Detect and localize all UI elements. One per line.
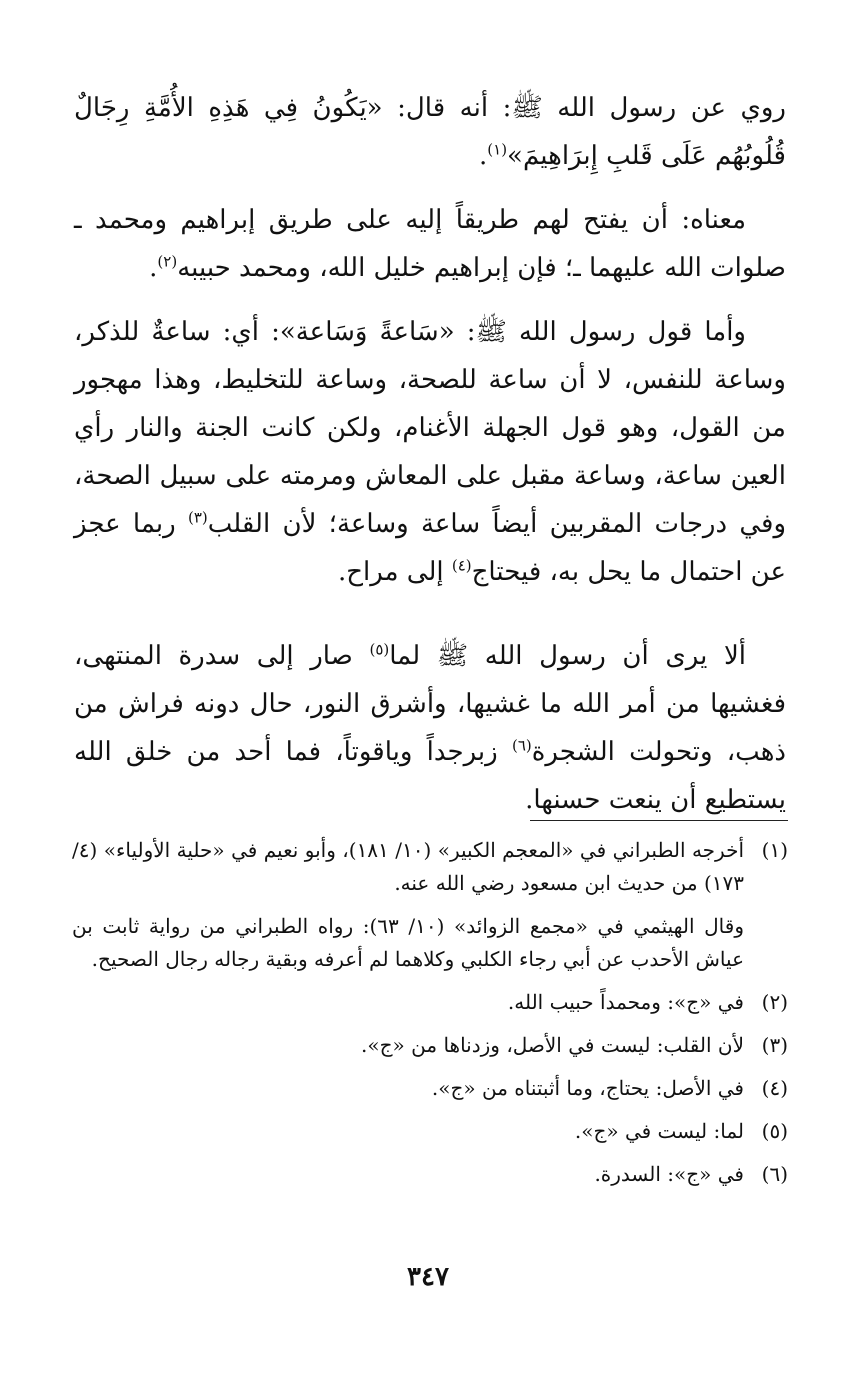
- footnote-6: [72, 1158, 788, 1191]
- footnote-ref-6: (٦): [511, 736, 532, 755]
- paragraph-4-text-a: ألا يرى أن رسول الله ﷺ لما: [389, 641, 746, 671]
- footnote-ref-1: (١): [487, 140, 508, 159]
- footnote-text: في «ج»: السدرة.: [594, 1162, 744, 1186]
- paragraph-3-text-b: ربما عجز عن احتمال ما يحل به، فيحتاج: [74, 509, 786, 587]
- footnote-number: (٣): [761, 1033, 788, 1057]
- footnote-number: (١): [761, 838, 788, 862]
- paragraph-3-text-c: إلى مراح.: [337, 557, 452, 587]
- footnote-5: [72, 1115, 788, 1148]
- footnote-text: في «ج»: ومحمداً حبيب الله.: [507, 990, 744, 1014]
- footnote-number: (٦): [761, 1162, 788, 1186]
- paragraph-4-text-c: زبرجداً وياقوتاً، فما أحد من خلق الله يستطيع أن ينعت حسنها.: [74, 737, 786, 815]
- footnote-text: لما: ليست في «ج».: [574, 1119, 744, 1143]
- footnote-ref-4: (٤): [451, 556, 472, 575]
- footnote-text: أخرجه الطبراني في «المعجم الكبير» (١٠/ ١٨١)، وأبو نعيم في «حلية الأولياء» (٤/ ١٧٣) من حديث ابن مسعود رضي الله عنه.: [72, 838, 745, 895]
- paragraph-3: [74, 308, 786, 596]
- footnote-text: في الأصل: يحتاج، وما أثبتناه من «ج».: [431, 1076, 744, 1100]
- footnote-number: (٤): [761, 1076, 788, 1100]
- paragraph-1: [74, 84, 786, 180]
- footnote-ref-5: (٥): [369, 640, 390, 659]
- footnote-4: [72, 1072, 788, 1105]
- footnote-number: (٥): [761, 1119, 788, 1143]
- footnotes: [72, 834, 788, 1201]
- paragraph-4: [74, 632, 786, 824]
- paragraph-2: [74, 196, 786, 292]
- paragraph-1-text: روي عن رسول الله ﷺ: أنه قال: «يَكُونُ فِي هَذِهِ الأُمَّةِ رِجَالٌ قُلُوبُهُم عَلَى قَلبِ إِبرَاهِيمَ»: [74, 93, 786, 171]
- paragraph-2-text: معناه: أن يفتح لهم طريقاً إليه على طريق إبراهيم ومحمد ـ صلوات الله عليهما ـ؛ فإن إبراهيم خليل الله، ومحمد حبيبه: [74, 205, 786, 283]
- paragraph-4-text-b: صار إلى سدرة المنتهى، فغشيها من أمر الله ما غشيها، وأشرق النور، حال دونه فراش من ذهب، وتحولت الشجرة: [74, 641, 786, 767]
- paragraph-3-text-a: وأما قول رسول الله ﷺ: «سَاعةً وَسَاعة»: أي: ساعةٌ للذكر، وساعة للنفس، لا أن ساعة للصحة، وساعة للتخليط، وهذا مهجور من القول، وهو قول الجهلة الأغنام، ولكن كانت الجنة والنار رأي العين ساعة، وساعة مقبل على المعاش ومرمته على سبيل الصحة، وفي درجات المقربين أيضاً ساعة وساعة؛ لأن القلب: [74, 317, 786, 539]
- footnote-number: (٢): [761, 990, 788, 1014]
- footnote-3: [72, 1029, 788, 1062]
- paragraph-2-tail: .: [149, 253, 158, 283]
- footnote-ref-2: (٢): [157, 252, 178, 271]
- footnote-1: [72, 834, 788, 900]
- footnote-text: لأن القلب: ليست في الأصل، وزدناها من «ج».: [361, 1033, 744, 1057]
- page-number: ٣٤٧: [407, 1262, 449, 1292]
- footnote-ref-3: (٣): [187, 508, 208, 527]
- footnote-2: [72, 986, 788, 1019]
- paragraph-1-tail: .: [479, 141, 488, 171]
- footnote-separator: [530, 820, 788, 821]
- footnote-1-continuation: وقال الهيثمي في «مجمع الزوائد» (١٠/ ٦٣): رواه الطبراني من رواية ثابت بن عياش الأحدب عن أبي رجاء الكلبي وكلاهما لم أعرفه وبقية رجاله رجال الصحيح.: [72, 914, 744, 971]
